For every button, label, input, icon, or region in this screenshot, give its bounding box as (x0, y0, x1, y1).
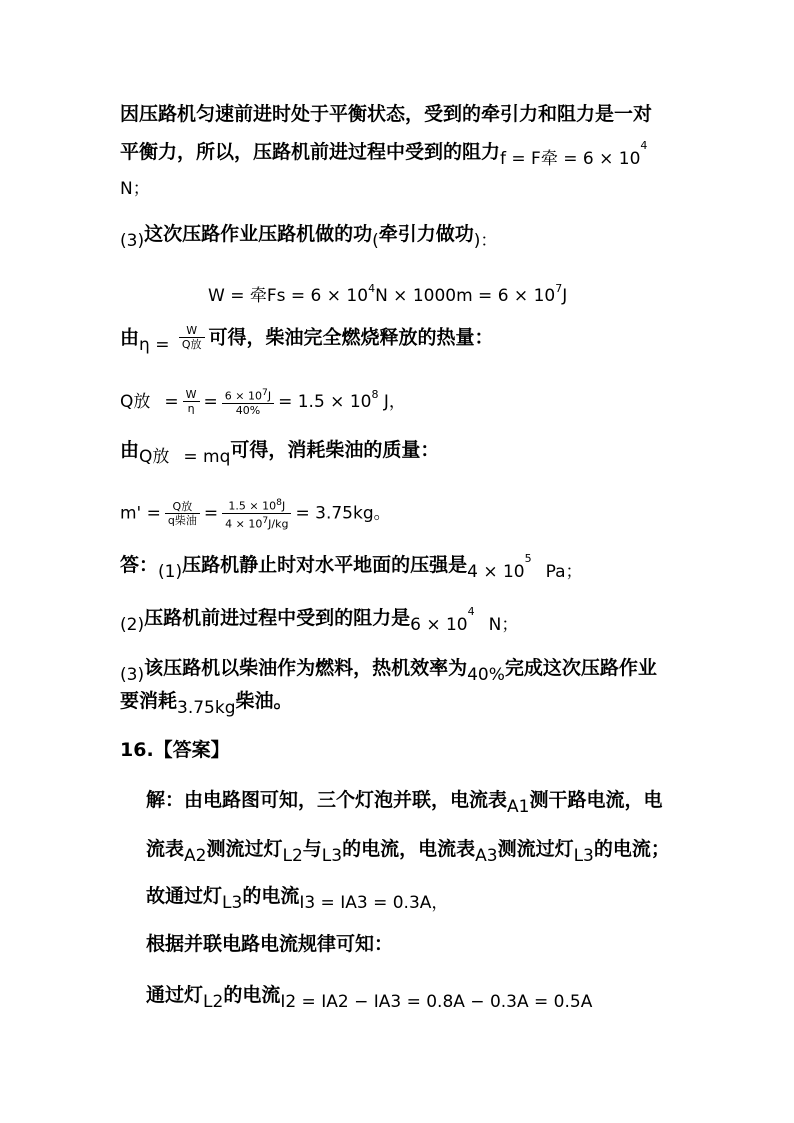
para-line (120, 689, 293, 718)
exponent: 4 (368, 282, 376, 295)
formula: = 1.5 × 10 (278, 391, 372, 412)
text: 的电流 (223, 984, 281, 1006)
para-line: 因压路机匀速前进时处于平衡状态，受到的牵引力和阻力是一对 (120, 103, 653, 125)
formula: = (164, 391, 179, 412)
para-line (146, 884, 449, 913)
formula: = (203, 391, 218, 412)
text: )： (473, 231, 498, 251)
formula: 6 × 10 (410, 615, 468, 635)
question-title: 16.【答案】 (120, 739, 230, 761)
fraction (183, 388, 200, 416)
para-line (120, 324, 494, 355)
text: 可得，柴油完全燃烧释放的热量： (208, 326, 494, 349)
formula: W = 牵Fs = 6 × 10 (208, 286, 369, 306)
numerator: Q放 (165, 500, 200, 514)
formula: L2 (282, 846, 303, 866)
text: 压路机前进过程中受到的阻力是 (144, 607, 411, 629)
formula: A1 (507, 797, 530, 817)
formula: J (562, 286, 568, 306)
text: N； (120, 179, 150, 199)
text: 要消耗 (120, 690, 178, 712)
para-line (120, 438, 440, 467)
formula-line (120, 386, 406, 418)
para-line (120, 553, 583, 580)
text: 该压路机以柴油作为燃料，热机效率为 (144, 657, 468, 679)
text: 完成这次压路作业 (504, 657, 657, 679)
text: 测流过灯 (206, 838, 283, 860)
text: 这次压路作业压路机做的功 (144, 223, 373, 245)
numerator: W (183, 388, 200, 402)
para-line (120, 222, 498, 251)
text: 由 (120, 439, 140, 461)
exponent: 7 (262, 514, 269, 526)
exponent: 4 (467, 605, 475, 618)
exponent: 8 (276, 497, 282, 508)
para-line: 根据并联电路电流规律可知： (146, 933, 394, 955)
denominator: J/kg (268, 517, 289, 531)
exponent: 5 (524, 552, 532, 565)
formula-line (208, 284, 567, 310)
formula: 3.75kg (177, 698, 236, 718)
text: 测干路电流，电 (529, 789, 663, 811)
text: 解：由电路图可知，三个灯泡并联，电流表 (146, 789, 508, 811)
formula: A2 (184, 846, 207, 866)
denominator: Q放 (181, 338, 202, 351)
formula: = 3.75kg。 (295, 503, 391, 524)
para-line (120, 140, 647, 167)
formula: N； (488, 615, 519, 635)
item-number: (2) (120, 615, 145, 635)
numerator: 6 × 10 (224, 389, 262, 403)
text: 由 (120, 326, 140, 349)
item-number: (3) (120, 665, 145, 685)
formula: η = (139, 334, 175, 355)
item-number: (3) (120, 231, 145, 251)
text: 平衡力，所以，压路机前进过程中受到的阻力 (120, 141, 501, 163)
formula: Pa； (545, 562, 583, 582)
exponent: 7 (262, 387, 268, 398)
denominator: q柴油 (167, 513, 197, 527)
fraction (222, 386, 274, 418)
denominator: 40% (235, 403, 261, 417)
formula: L3 (321, 846, 343, 866)
formula: L2 (203, 992, 224, 1012)
para-line (146, 837, 670, 866)
formula: I2 = IA2 − IA3 = 0.8A − 0.3A = 0.5A (280, 992, 593, 1012)
formula: Q放 (139, 447, 170, 467)
text: 测流过灯 (497, 838, 574, 860)
formula: = mq (183, 447, 231, 467)
denominator: η (187, 401, 195, 415)
denominator: 4 × 10 (225, 517, 263, 531)
numerator: 1.5 × 10 (228, 499, 277, 513)
text: 的电流； (593, 838, 670, 860)
formula: A3 (475, 846, 498, 866)
formula: f = F牵 = 6 × 10 (500, 149, 641, 169)
para-line (146, 983, 593, 1012)
exponent: 8 (371, 387, 379, 401)
formula: Q放 (120, 391, 151, 412)
fraction (222, 496, 291, 531)
text: 牵引力做功 (378, 223, 474, 245)
para-line (120, 606, 518, 633)
fraction (165, 500, 200, 528)
para-line (120, 176, 150, 201)
text: ( (372, 231, 379, 251)
text: 可得，消耗柴油的质量： (230, 439, 440, 461)
text: 的电流，电流表 (342, 838, 476, 860)
formula: J， (383, 391, 406, 412)
text: 柴油。 (235, 690, 293, 712)
para-line (120, 656, 657, 685)
formula: N × 1000m = 6 × 10 (375, 286, 556, 306)
numerator: W (179, 324, 205, 338)
formula: m' = (120, 503, 161, 524)
para-line (146, 788, 663, 817)
text: 通过灯 (146, 984, 204, 1006)
item-number: (1) (158, 562, 183, 582)
formula: L3 (573, 846, 594, 866)
formula: 40% (467, 665, 505, 685)
numerator: J (281, 499, 286, 513)
text: 流表 (146, 838, 185, 860)
text: 与 (302, 838, 322, 860)
text: 压路机静止时对水平地面的压强是 (182, 554, 468, 576)
formula: 4 × 10 (467, 562, 525, 582)
fraction (179, 324, 205, 352)
text: 答： (120, 554, 159, 576)
formula: I3 = IA3 = 0.3A， (299, 893, 449, 913)
formula: L3 (222, 893, 243, 913)
exponent: 7 (555, 282, 563, 295)
exponent: 4 (640, 139, 648, 152)
numerator: J (267, 389, 272, 403)
text: 故通过灯 (146, 885, 223, 907)
formula: = (203, 503, 219, 524)
text: 的电流 (242, 885, 300, 907)
formula-line (120, 496, 391, 531)
